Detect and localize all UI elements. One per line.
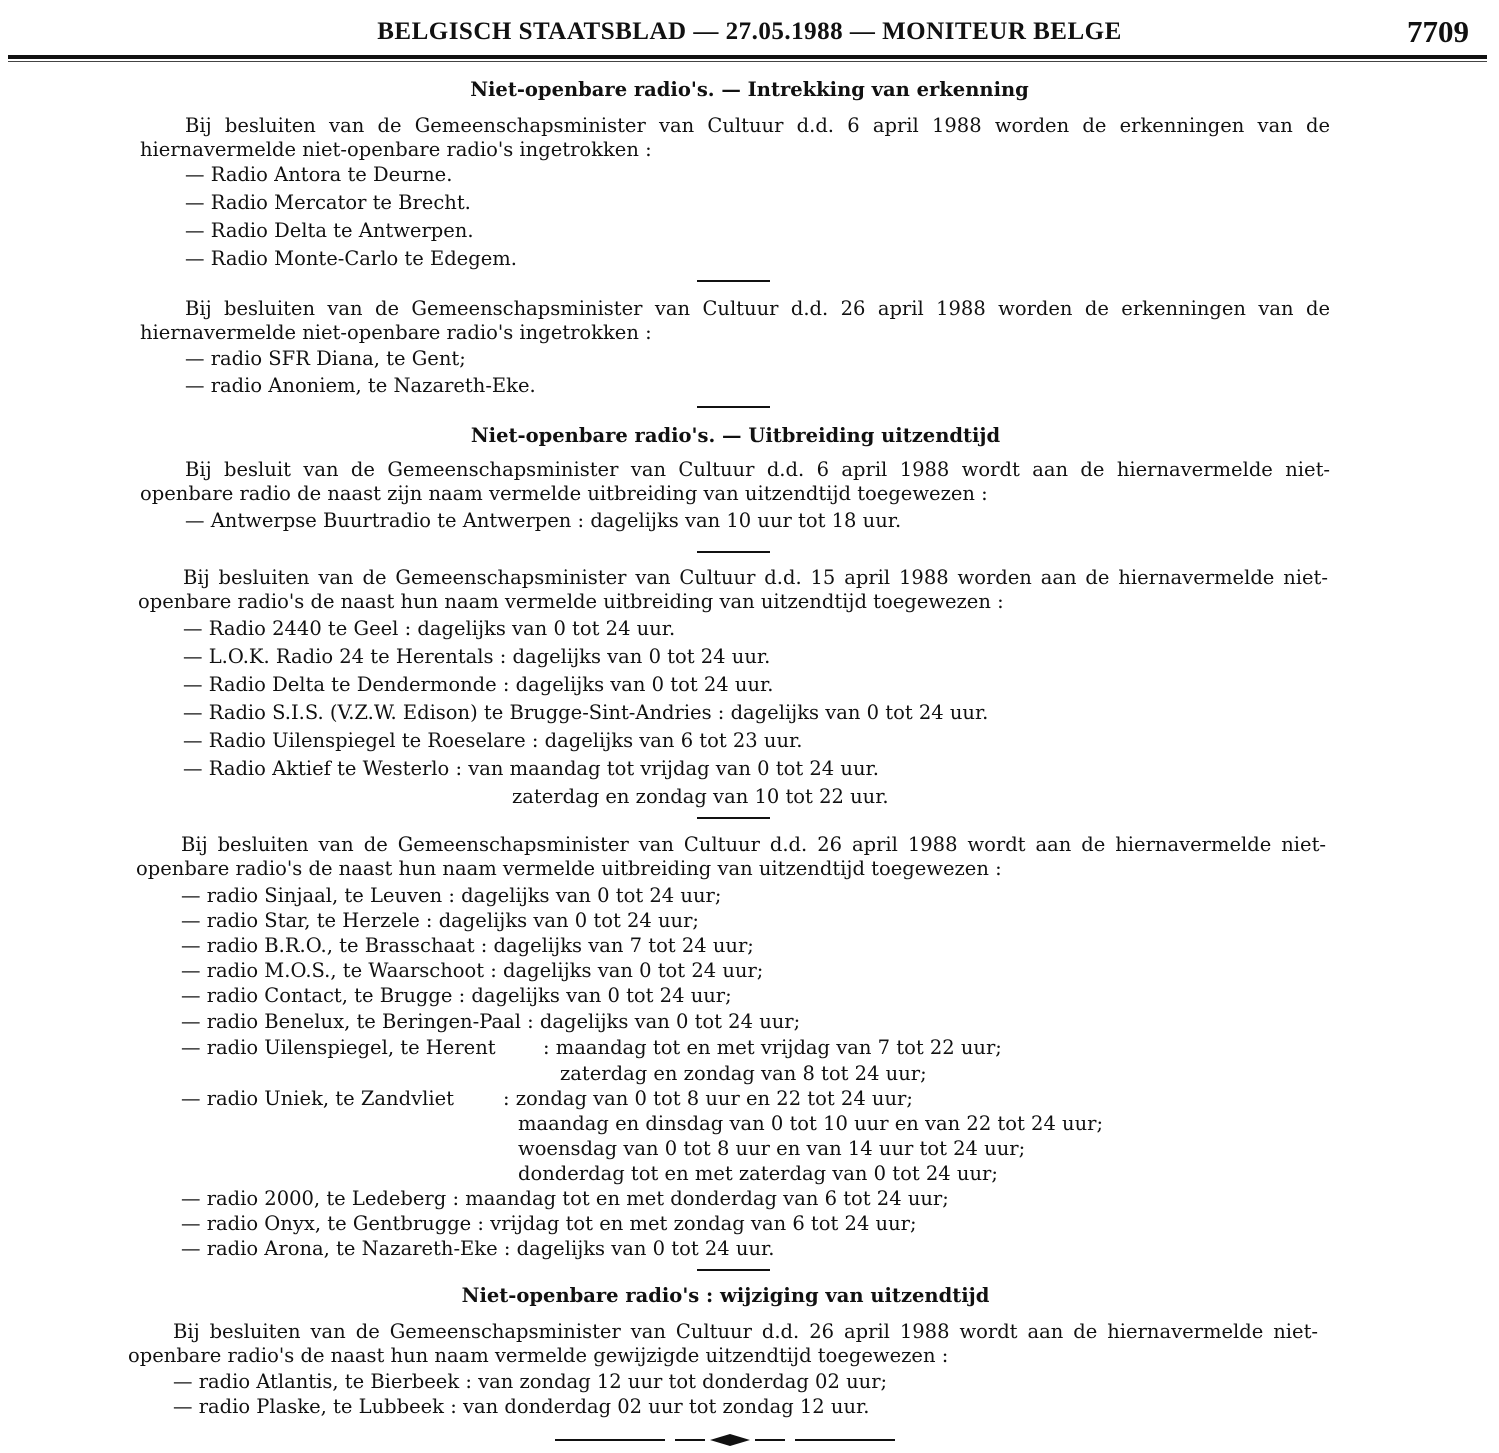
list-item: — radio 2000, te Ledeberg : maandag tot en met donderdag van 6 tot 24 uur;	[181, 1187, 949, 1210]
list-item: — radio M.O.S., te Waarschoot : dagelijks van 0 tot 24 uur;	[181, 959, 764, 982]
schedule-line: zaterdag en zondag van 8 tot 24 uur;	[560, 1062, 927, 1085]
list-item: — radio B.R.O., te Brasschaat : dagelijks van 7 tot 24 uur;	[181, 934, 754, 957]
list-item: — radio Star, te Herzele : dagelijks van 0 tot 24 uur;	[181, 909, 700, 932]
list-item: — radio Uilenspiegel, te Herent	[181, 1036, 496, 1059]
separator	[697, 551, 770, 553]
list-item-continuation: zaterdag en zondag van 10 tot 22 uur.	[512, 785, 889, 808]
schedule-line: maandag en dinsdag van 0 tot 10 uur en van 22 tot 24 uur;	[518, 1112, 1104, 1135]
list-item: — Radio 2440 te Geel : dagelijks van 0 tot 24 uur.	[183, 617, 676, 640]
list-item: — radio Anoniem, te Nazareth-Eke.	[185, 374, 536, 397]
list-item: — Antwerpse Buurtradio te Antwerpen : dagelijks van 10 uur tot 18 uur.	[185, 509, 902, 532]
list-item: — L.O.K. Radio 24 te Herentals : dagelijks van 0 tot 24 uur.	[183, 645, 771, 668]
separator	[697, 406, 770, 408]
page-number: 7709	[1407, 14, 1469, 49]
list-item: — Radio Aktief te Westerlo : van maandag tot vrijdag van 0 tot 24 uur.	[183, 757, 879, 780]
list-item: — Radio Mercator te Brecht.	[185, 191, 471, 214]
separator	[697, 280, 770, 282]
list-item: — radio Sinjaal, te Leuven : dagelijks van 0 tot 24 uur;	[181, 884, 722, 907]
paragraph: Bij besluiten van de Gemeenschapsminister van Cultuur d.d. 26 april 1988 wordt aan de hiernavermelde niet-openbare radio's de naast hun naam vermelde gewijzigde uitzendtijd toegewezen :	[128, 1320, 1318, 1367]
paragraph: Bij besluiten van de Gemeenschapsminister van Cultuur d.d. 26 april 1988 wordt aan de hiernavermelde niet-openbare radio's de naast hun naam vermelde uitbreiding van uitzendtijd toegewezen :	[136, 833, 1326, 880]
header-rule	[8, 55, 1487, 59]
list-item: — Radio S.I.S. (V.Z.W. Edison) te Brugge-Sint-Andries : dagelijks van 0 tot 24 uur.	[183, 701, 989, 724]
separator	[697, 817, 770, 819]
list-item: — radio SFR Diana, te Gent;	[185, 347, 466, 370]
list-item: — Radio Monte-Carlo te Edegem.	[185, 247, 517, 270]
section-heading: Niet-openbare radio's. — Uitbreiding uitzendtijd	[470, 424, 1001, 447]
list-item: — radio Onyx, te Gentbrugge : vrijdag tot en met zondag van 6 tot 24 uur;	[181, 1212, 917, 1235]
list-item: — Radio Delta te Dendermonde : dagelijks van 0 tot 24 uur.	[183, 673, 774, 696]
list-item: — Radio Delta te Antwerpen.	[185, 219, 474, 242]
list-item: — Radio Uilenspiegel te Roeselare : dagelijks van 6 tot 23 uur.	[183, 729, 803, 752]
schedule-line: : zondag van 0 tot 8 uur en 22 tot 24 uur;	[503, 1087, 913, 1110]
end-ornament	[555, 1433, 895, 1447]
schedule-line: donderdag tot en met zaterdag van 0 tot 24 uur;	[518, 1162, 998, 1185]
list-item: — radio Uniek, te Zandvliet	[181, 1087, 454, 1110]
schedule-line: : maandag tot en met vrijdag van 7 tot 22 uur;	[543, 1036, 1002, 1059]
list-item: — radio Plaske, te Lubbeek : van donderdag 02 uur tot zondag 12 uur.	[173, 1395, 870, 1418]
separator	[697, 1269, 770, 1271]
schedule-line: woensdag van 0 tot 8 uur en van 14 uur tot 24 uur;	[518, 1137, 1026, 1160]
section-heading: Niet-openbare radio's. — Intrekking van erkenning	[470, 78, 1029, 101]
paragraph: Bij besluiten van de Gemeenschapsminister van Cultuur d.d. 6 april 1988 worden de erkenningen van de hiernavermelde niet-openbare radio's ingetrokken :	[140, 114, 1330, 161]
page-header	[10, 14, 1489, 50]
list-item: — radio Benelux, te Beringen-Paal : dagelijks van 0 tot 24 uur;	[181, 1010, 801, 1033]
header-rule-thin	[8, 61, 1487, 62]
list-item: — radio Contact, te Brugge : dagelijks van 0 tot 24 uur;	[181, 984, 732, 1007]
list-item: — radio Atlantis, te Bierbeek : van zondag 12 uur tot donderdag 02 uur;	[173, 1370, 888, 1393]
section-heading: Niet-openbare radio's : wijziging van uitzendtijd	[461, 1284, 990, 1307]
list-item: — radio Arona, te Nazareth-Eke : dagelijks van 0 tot 24 uur.	[181, 1237, 775, 1260]
paragraph: Bij besluit van de Gemeenschapsminister van Cultuur d.d. 6 april 1988 wordt aan de hiernavermelde niet-openbare radio de naast zijn naam vermelde uitbreiding van uitzendtijd toegewezen :	[140, 458, 1330, 505]
paragraph: Bij besluiten van de Gemeenschapsminister van Cultuur d.d. 26 april 1988 worden de erkenningen van de hiernavermelde niet-openbare radio's ingetrokken :	[140, 297, 1330, 344]
ornament-diamond-icon	[710, 1434, 750, 1446]
list-item: — Radio Antora te Deurne.	[185, 163, 453, 186]
publication-title: BELGISCH STAATSBLAD — 27.05.1988 — MONITEUR BELGE	[377, 18, 1122, 45]
paragraph: Bij besluiten van de Gemeenschapsminister van Cultuur d.d. 15 april 1988 worden aan de hiernavermelde niet-openbare radio's de naast hun naam vermelde uitbreiding van uitzendtijd toegewezen :	[138, 566, 1328, 613]
